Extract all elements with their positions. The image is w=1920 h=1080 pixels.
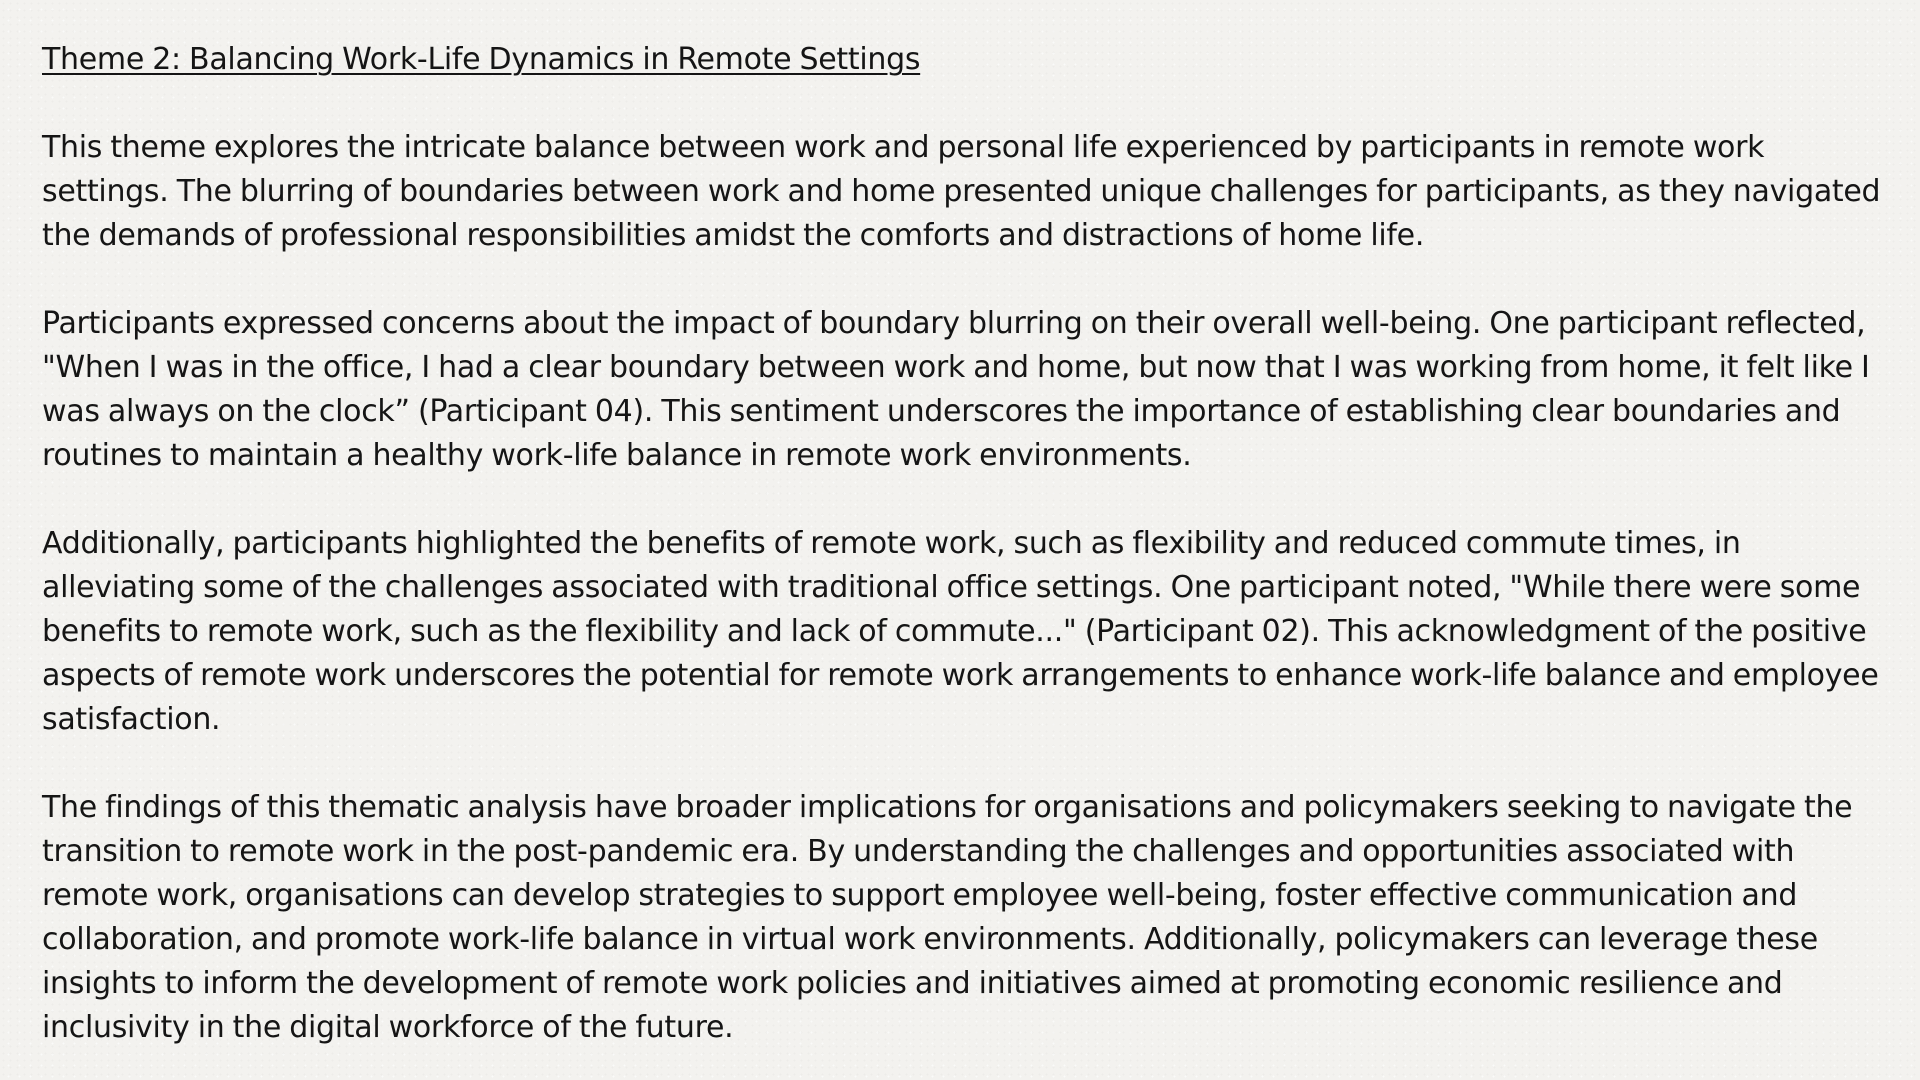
paragraph-benefits: Additionally, participants highlighted the benefits of remote work, such as flexibility and reduced commute times, in alleviating some of the challenges associated with traditional office settings. One participant noted, "While there were some benefits to remote work, such as the flexibility and lack of commute..." (Participant 02). This acknowledgment of the positive aspects of remote work underscores the potential for remote work arrangements to enhance work-life balance and employee satisfaction.: [42, 526, 1879, 737]
paragraph-boundary-concerns: Participants expressed concerns about the impact of boundary blurring on their overall well-being. One participant reflected, "When I was in the office, I had a clear boundary between work and home, but now that I was working from home, it felt like I was always on the clock” (Participant 04). This sentiment underscores the importance of establishing clear boundaries and routines to maintain a healthy work-life balance in remote work environments.: [42, 306, 1870, 473]
paragraph-implications: The findings of this thematic analysis have broader implications for organisations and policymakers seeking to navigate the transition to remote work in the post-pandemic era. By understanding the challenges and opportunities associated with remote work, organisations can develop strategies to support employee well-being, foster effective communication and collaboration, and promote work-life balance in virtual work environments. Additionally, policymakers can leverage these insights to inform the development of remote work policies and initiatives aimed at promoting economic resilience and inclusivity in the digital workforce of the future.: [42, 790, 1853, 1045]
paragraph-intro: This theme explores the intricate balance between work and personal life experienced by participants in remote work settings. The blurring of boundaries between work and home presented unique challenges for participants, as they navigated the demands of professional responsibilities amidst the comforts and distractions of home life.: [42, 130, 1881, 253]
theme-title: Theme 2: Balancing Work-Life Dynamics in Remote Settings: [42, 42, 921, 77]
document-page: [42, 38, 1892, 1050]
